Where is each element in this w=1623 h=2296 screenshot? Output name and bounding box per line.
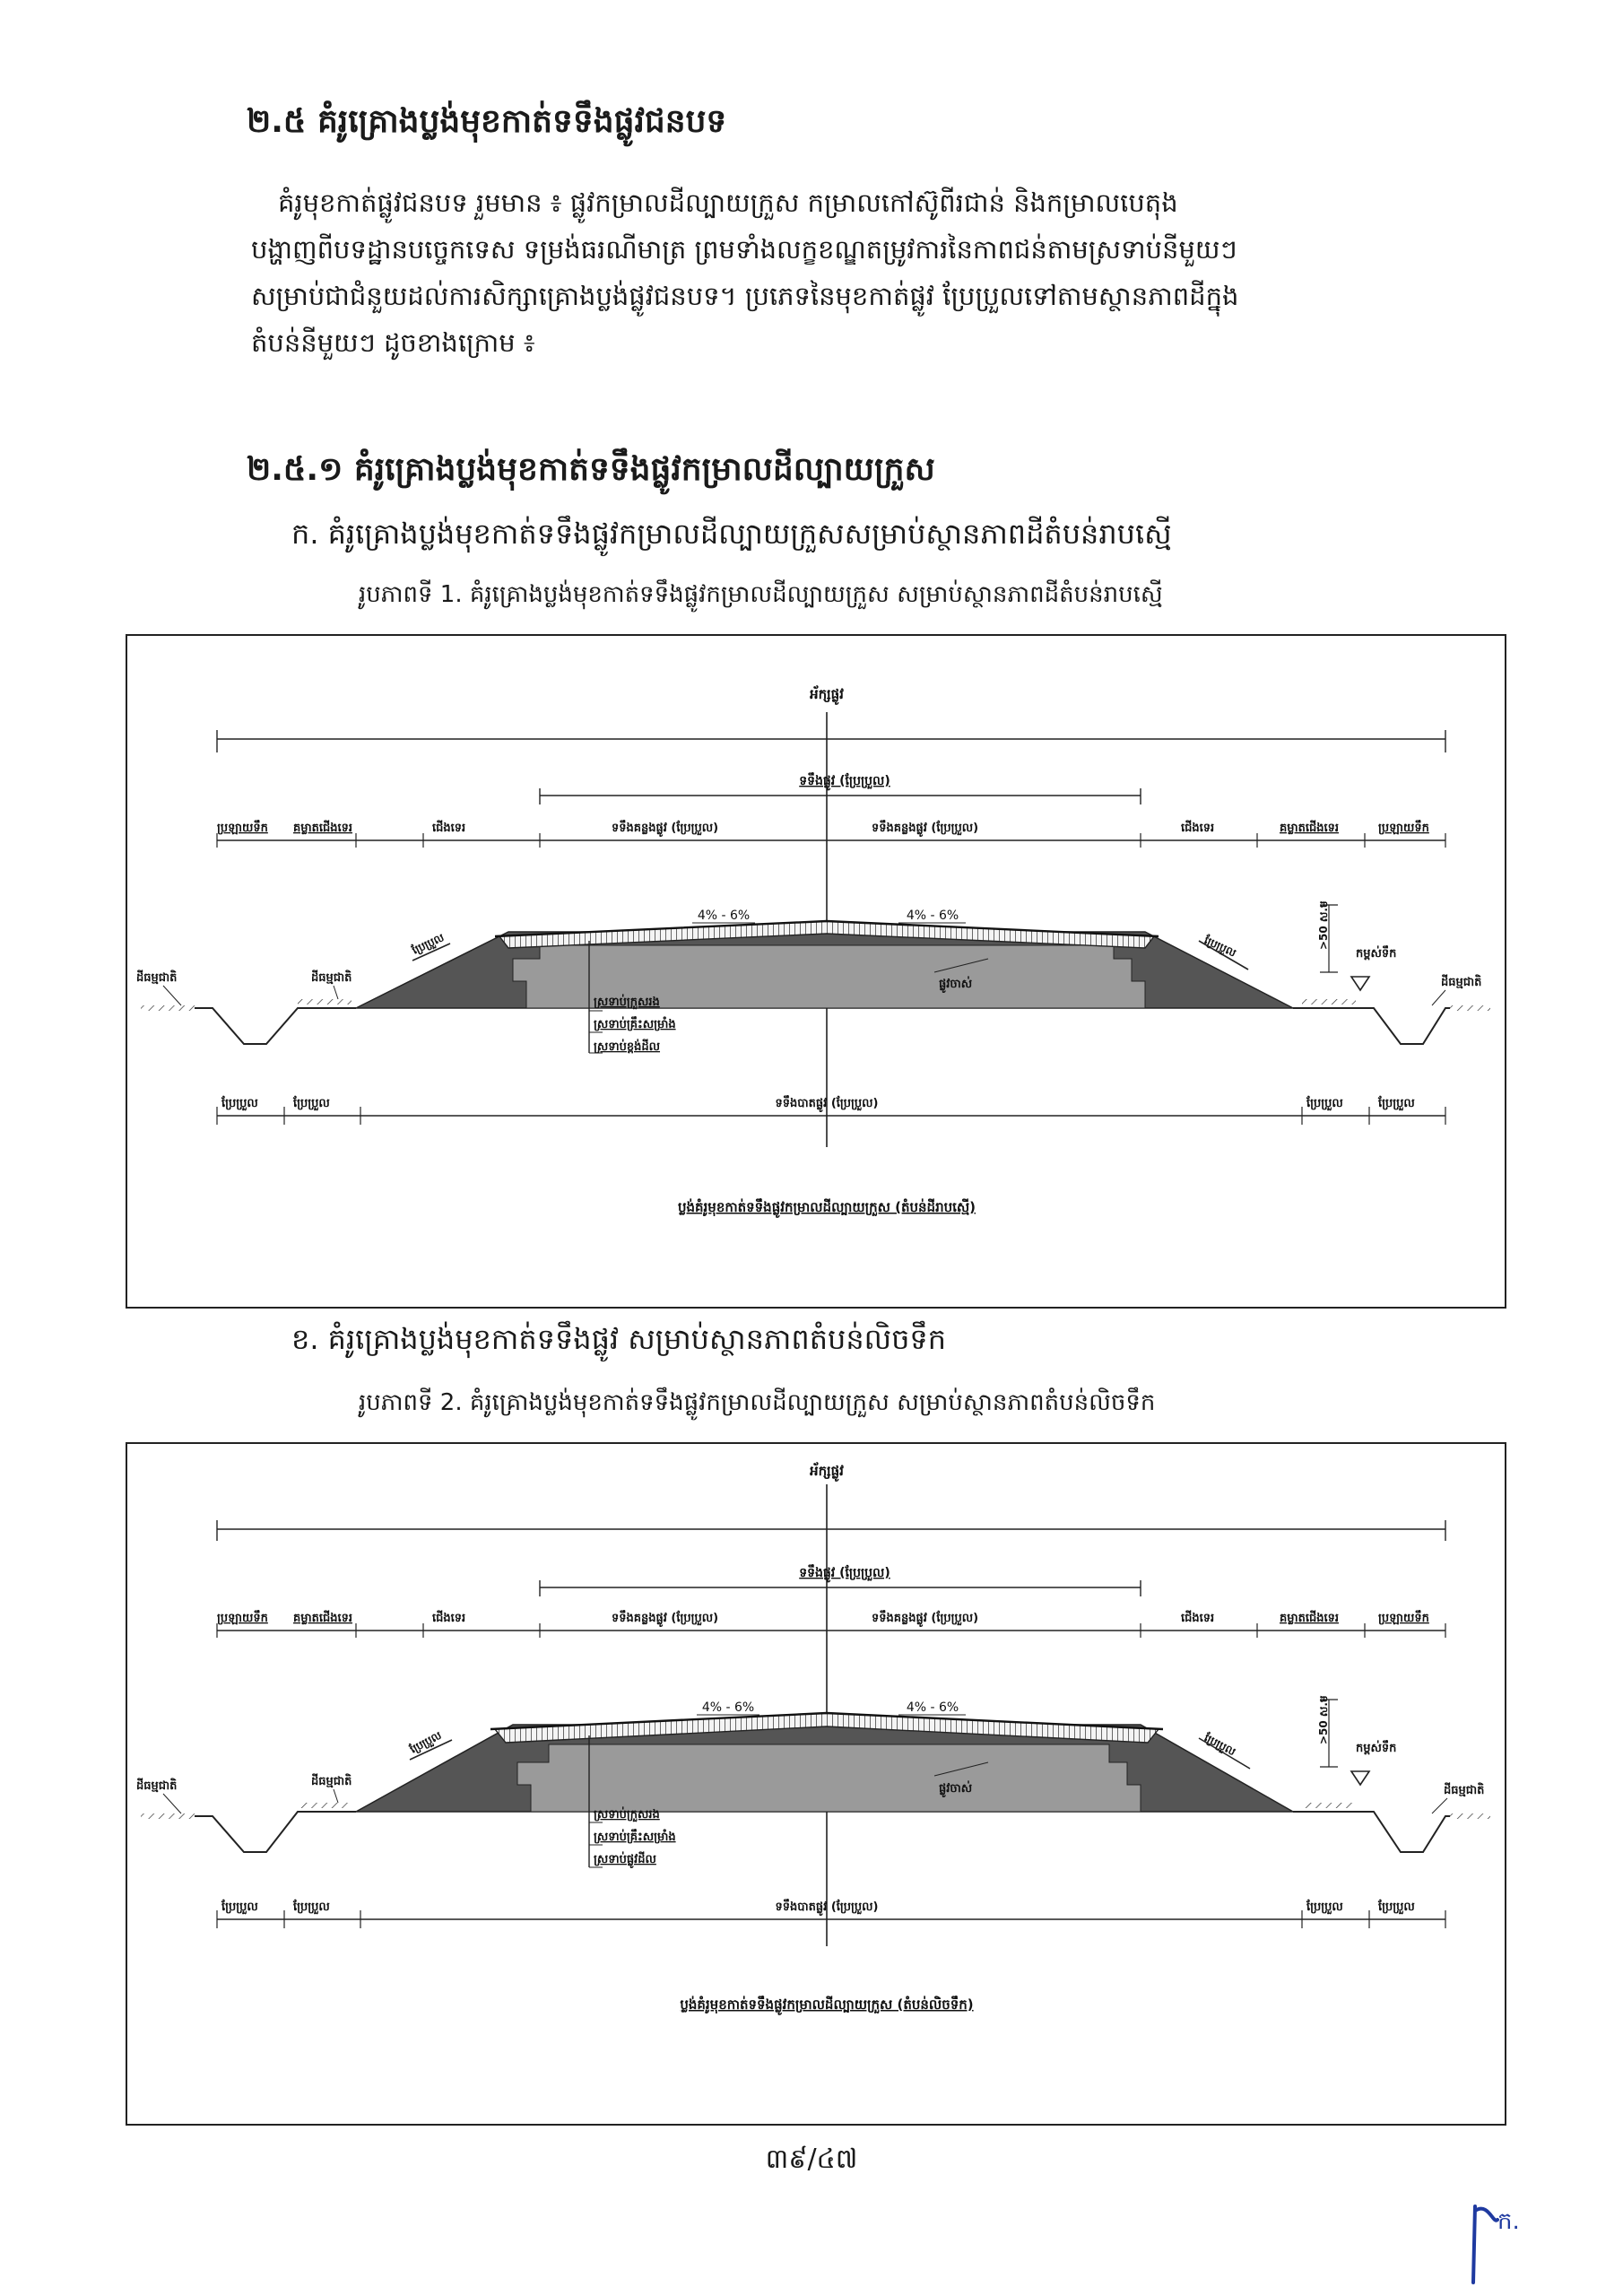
bottom-variable-3: ប្រែប្រួល bbox=[1306, 1900, 1343, 1914]
slope-right-label: 4% - 6% bbox=[906, 909, 959, 923]
svg-text:ប្រែប្រួល: ប្រែប្រួល bbox=[1202, 1731, 1238, 1759]
slope-toe-label-right: ជើងទេរ bbox=[1181, 822, 1215, 835]
slope-variable-right bbox=[1201, 933, 1239, 961]
road-axis-label: អ័ក្សផ្លូវ bbox=[810, 1463, 844, 1479]
ground-right bbox=[1293, 1008, 1490, 1044]
top-width-label: ទទឹងផ្លូវ (ប្រែប្រួល) bbox=[799, 1566, 890, 1580]
toe-gap-label-right: គម្លាតជើងទេរ bbox=[1280, 1612, 1340, 1625]
natural-ground-label-3: ដីធម្មជាតិ bbox=[1444, 1784, 1485, 1797]
svg-text:ប្រែប្រួល: ប្រែប្រួល bbox=[410, 931, 447, 957]
lane-width-label-left: ទទឹងគន្លងផ្លូវ (ប្រែប្រួល) bbox=[612, 1612, 719, 1625]
lane-width-label-left: ទទឹងគន្លងផ្លូវ (ប្រែប្រួល) bbox=[612, 822, 719, 835]
road-axis-label: អ័ក្សផ្លូវ bbox=[810, 686, 844, 702]
layer-label-3: ស្រទាប់ផ្លូវដីល bbox=[594, 1853, 656, 1866]
ditch-label-right: ប្រឡាយទឹក bbox=[1378, 1612, 1429, 1625]
bottom-variable-1: ប្រែប្រួល bbox=[221, 1900, 258, 1914]
layer-label-1: ស្រទាប់ក្រួសរង bbox=[594, 996, 660, 1009]
water-level-symbol bbox=[1351, 977, 1369, 990]
figure-1-subheading: ក. គំរូគ្រោងប្លង់មុខកាត់ទទឹងផ្លូវកម្រាលដីល្បាយក្រួសសម្រាប់ស្ថានភាពដីតំបន់រាបស្មើ bbox=[291, 517, 1172, 551]
ditch-label-left: ប្រឡាយទឹក bbox=[217, 822, 268, 835]
paragraph-line-1: គំរូមុខកាត់ផ្លូវជនបទ រួមមាន ៖ ផ្លូវកម្រាលដីល្បាយក្រួស កម្រាលកៅស៊ូពីរជាន់ និងកម្រាលបេតុង bbox=[278, 187, 1178, 218]
slope-toe-label-left: ជើងទេរ bbox=[432, 1612, 466, 1625]
section-heading: ២.៥ គំរូគ្រោងប្លង់មុខកាត់ទទឹងផ្លូវជនបទ bbox=[247, 103, 727, 140]
old-road-label: ផ្លូវចាស់ bbox=[939, 1782, 973, 1796]
signature-mark bbox=[1457, 2193, 1547, 2292]
lane-width-label-right: ទទឹងគន្លងផ្លូវ (ប្រែប្រួល) bbox=[872, 822, 979, 835]
svg-text:ប្រែប្រួល: ប្រែប្រួល bbox=[407, 1728, 444, 1756]
layer-label-2: ស្រទាប់គ្រឹះសម្រាំង bbox=[594, 1018, 676, 1031]
figure-2-drawing bbox=[127, 1444, 1505, 2124]
intro-paragraph bbox=[251, 179, 1444, 366]
slope-right-label: 4% - 6% bbox=[906, 1700, 959, 1715]
drawing-title: ប្លង់គំរូមុខកាត់ទទឹងផ្លូវកម្រាលដីល្បាយក្រួស (តំបន់ដីរាបស្មើ) bbox=[677, 1199, 976, 1215]
bottom-variable-2: ប្រែប្រួល bbox=[293, 1900, 330, 1914]
paragraph-line-2: បង្ហាញពីបទដ្ឋានបច្ចេកទេស ទម្រង់ធរណីមាត្រ ព្រមទាំងលក្ខខណ្ឌតម្រូវការនៃកាពជន់តាមស្រទាប់នីមួយៗ bbox=[251, 234, 1237, 265]
slope-left-label: 4% - 6% bbox=[697, 909, 751, 923]
subsection-heading: ២.៥.១ គំរូគ្រោងប្លង់មុខកាត់ទទឹងផ្លូវកម្រាលដីល្បាយក្រួស bbox=[247, 451, 935, 488]
paragraph-line-4: តំបន់នីមួយៗ ដូចខាងក្រោម ៖ bbox=[251, 327, 535, 358]
toe-gap-label-left: គម្លាតជើងទេរ bbox=[293, 1612, 353, 1625]
svg-text:ប្រែប្រួល: ប្រែប្រួល bbox=[1202, 934, 1238, 960]
paragraph-line-3: សម្រាប់ជាជំនួយដល់ការសិក្សាគ្រោងប្លង់ផ្លូវជនបទ។ ប្រភេទនៃមុខកាត់ផ្លូវ ប្រែប្រួលទៅតាមស្ថានភាពដីក្នុង bbox=[251, 281, 1239, 311]
figure-2-subheading: ខ. គំរូគ្រោងប្លង់មុខកាត់ទទឹងផ្លូវ សម្រាប់ស្ថានភាពតំបន់លិចទឹក bbox=[291, 1322, 947, 1356]
slope-variable-left bbox=[406, 1727, 445, 1757]
bottom-variable-1: ប្រែប្រួល bbox=[221, 1097, 258, 1110]
layer-label-2: ស្រទាប់គ្រឹះសម្រាំង bbox=[594, 1831, 676, 1844]
ditch-label-right: ប្រឡាយទឹក bbox=[1378, 822, 1429, 835]
figure-2-frame bbox=[126, 1442, 1506, 2126]
natural-ground-label-2: ដីធម្មជាតិ bbox=[311, 1775, 352, 1788]
natural-ground-label-1: ដីធម្មជាតិ bbox=[136, 971, 178, 985]
slope-toe-label-left: ជើងទេរ bbox=[432, 822, 466, 835]
figure-1-caption: រូបភាពទី 1. គំរូគ្រោងប្លង់មុខកាត់ទទឹងផ្លូវកម្រាលដីល្បាយក្រួស សម្រាប់ស្ថានភាពដីតំបន់រាបស្មើ bbox=[359, 581, 1163, 608]
layer-label-3: ស្រទាប់ខ្ពង់ដីល bbox=[594, 1040, 661, 1054]
slope-variable-left bbox=[409, 930, 447, 959]
layer-label-1: ស្រទាប់ក្រួសរង bbox=[594, 1808, 660, 1822]
svg-text:>50 ស.ម: >50 ស.ម bbox=[1317, 1695, 1330, 1744]
ditch-label-left: ប្រឡាយទឹក bbox=[217, 1612, 268, 1625]
water-level-symbol bbox=[1351, 1771, 1369, 1785]
old-road-label: ផ្លូវចាស់ bbox=[939, 978, 973, 991]
natural-ground-label-1: ដីធម្មជាតិ bbox=[136, 1779, 178, 1793]
top-width-label: ទទឹងផ្លូវ (ប្រែប្រួល) bbox=[799, 774, 890, 788]
bottom-width-label: ទទឹងបាតផ្លូវ (ប្រែប្រួល) bbox=[775, 1097, 879, 1110]
svg-text:ក.: ក. bbox=[1497, 2208, 1520, 2235]
figure-1-drawing bbox=[127, 636, 1505, 1307]
natural-ground-label-3: ដីធម្មជាតិ bbox=[1441, 976, 1482, 989]
natural-ground-label-2: ដីធម្មជាតិ bbox=[311, 971, 352, 985]
drawing-title: ប្លង់គំរូមុខកាត់ទទឹងផ្លូវកម្រាលដីល្បាយក្រួស (តំបន់លិចទឹក) bbox=[680, 1996, 974, 2013]
water-level-label: កម្ពស់ទឹក bbox=[1356, 947, 1397, 961]
figure-1-frame bbox=[126, 634, 1506, 1309]
slope-left-label: 4% - 6% bbox=[701, 1700, 755, 1715]
bottom-variable-4: ប្រែប្រួល bbox=[1378, 1900, 1415, 1914]
water-level-label: កម្ពស់ទឹក bbox=[1356, 1742, 1397, 1755]
height-note bbox=[1317, 1695, 1330, 1744]
svg-text:>50 ស.ម: >50 ស.ម bbox=[1317, 900, 1330, 950]
bottom-variable-4: ប្រែប្រួល bbox=[1378, 1097, 1415, 1110]
bottom-variable-2: ប្រែប្រួល bbox=[293, 1097, 330, 1110]
figure-2-caption: រូបភាពទី 2. គំរូគ្រោងប្លង់មុខកាត់ទទឹងផ្លូវកម្រាលដីល្បាយក្រួស សម្រាប់ស្ថានភាពតំបន់លិចទឹក bbox=[359, 1389, 1156, 1416]
bottom-width-label: ទទឹងបាតផ្លូវ (ប្រែប្រួល) bbox=[775, 1900, 879, 1914]
bottom-variable-3: ប្រែប្រួល bbox=[1306, 1097, 1343, 1110]
toe-gap-label-right: គម្លាតជើងទេរ bbox=[1280, 822, 1340, 835]
ground-left bbox=[141, 1008, 356, 1044]
slope-toe-label-right: ជើងទេរ bbox=[1181, 1612, 1215, 1625]
toe-gap-label-left: គម្លាតជើងទេរ bbox=[293, 822, 353, 835]
lane-width-label-right: ទទឹងគន្លងផ្លូវ (ប្រែប្រួល) bbox=[872, 1612, 979, 1625]
slope-variable-right bbox=[1201, 1730, 1239, 1760]
page-number: ៣៩/៤៧ bbox=[765, 2144, 858, 2175]
height-note bbox=[1317, 900, 1330, 950]
